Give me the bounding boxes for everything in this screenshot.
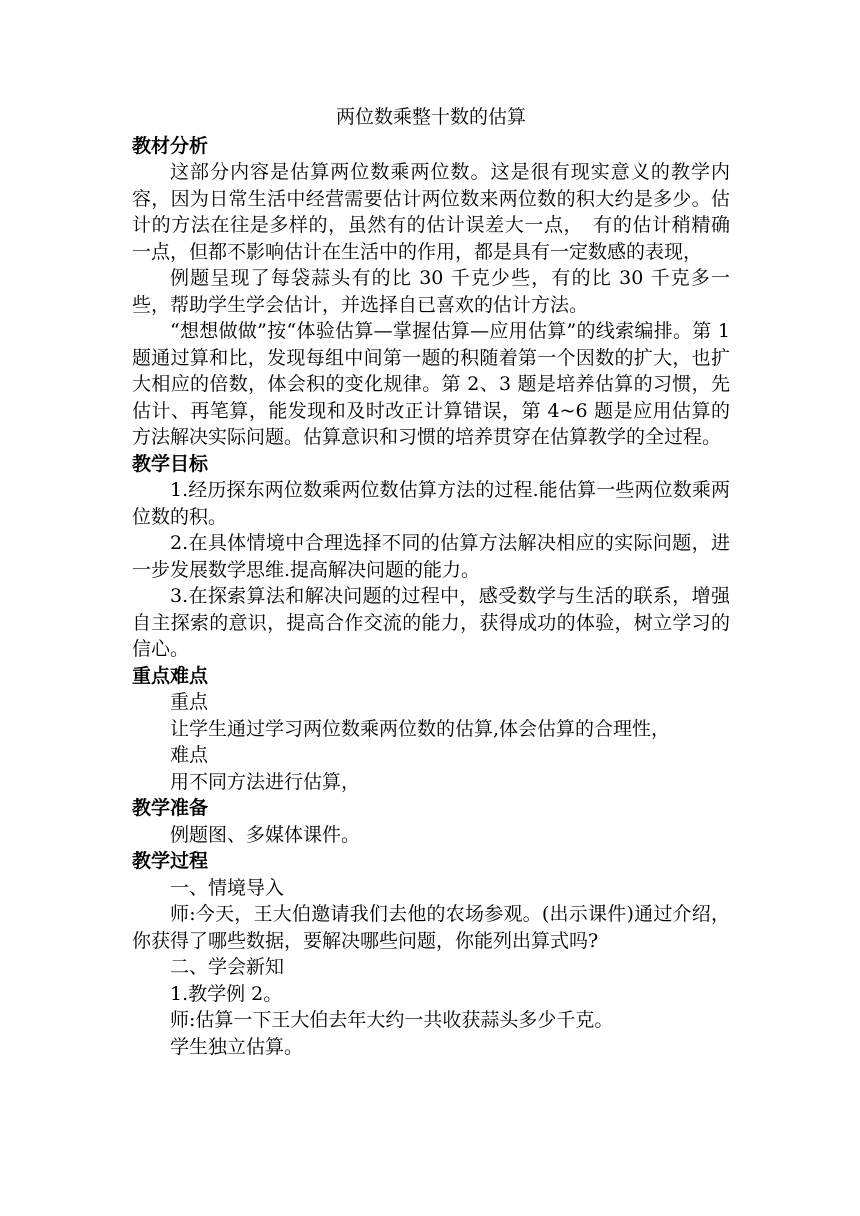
text-line: 师:估算一下王大伯去年大约一共收获蒜头多少千克。 <box>170 1009 614 1031</box>
paragraph: 2.在具体情境中合理选择不同的估算方法解决相应的实际问题，进一步发展数学思维.提高解决问题的能力。 <box>132 532 730 581</box>
document-title: 两位数乘整十数的估算 <box>335 106 526 128</box>
text-line: 二、学会新知 <box>170 956 285 978</box>
paragraph: 师:今天，王大伯邀请我们去他的农场参观。(出示课件)通过介绍，你获得了哪些数据，要解决哪些问题，你能列出算式吗? <box>132 903 730 952</box>
section-heading-prep: 教学准备 <box>132 797 209 819</box>
text-line: 1.教学例 2。 <box>170 982 283 1005</box>
section-heading-analysis: 教材分析 <box>132 134 209 157</box>
text-line: 让学生通过学习两位数乘两位数的估算,体会估算的合理性， <box>170 717 671 740</box>
paragraph: 3.在探索算法和解决问题的过程中，感受数学与生活的联系，增强自主探索的意识，提高合作交流的能力，获得成功的体验，树立学习的信心。 <box>132 585 730 660</box>
section-heading-keypoints: 重点难点 <box>132 664 209 687</box>
text-line: 重点 <box>170 691 209 713</box>
section-heading-goals: 教学目标 <box>132 452 209 475</box>
text-line: 难点 <box>170 744 209 766</box>
paragraph: 1.经历探东两位数乘两位数估算方法的过程.能估算一些两位数乘两位数的积。 <box>132 479 730 528</box>
text-line: 学生独立估算。 <box>170 1035 304 1058</box>
paragraph: 例题呈现了每袋蒜头有的比 30 千克少些，有的比 30 千克多一些，帮助学生学会估计，并选择自已喜欢的估计方法。 <box>132 267 730 316</box>
text-line: 用不同方法进行估算， <box>170 770 361 793</box>
section-heading-process: 教学过程 <box>132 850 209 872</box>
paragraph: 这部分内容是估算两位数乘两位数。这是很有现实意义的教学内容，因为日常生活中经营需要估计两位数来两位数的积大约是多少。估计的方法在往是多样的，虽然有的估计误差大一点， 有的估计稍精确一点，但都不影响估计在生活中的作用，都是具有一定数感的表现， <box>132 161 730 263</box>
paragraph: “想想做做”按“体验估算—掌握估算—应用估算”的线索编排。第 1 题通过算和比，发现每组中间第一题的积随着第一个因数的扩大，也扩大相应的倍数，体会积的变化规律。第 2、3 题是培养估算的习惯，先估计、再笔算，能发现和及时改正计算错误，第 4~6 题是应用估算的方法解决实际问题。估算意识和习惯的培养贯穿在估算教学的全过程。 <box>132 320 730 448</box>
text-line: 例题图、多媒体课件。 <box>170 823 361 846</box>
document-page <box>132 104 730 1060</box>
text-line: 一、情境导入 <box>170 876 285 899</box>
